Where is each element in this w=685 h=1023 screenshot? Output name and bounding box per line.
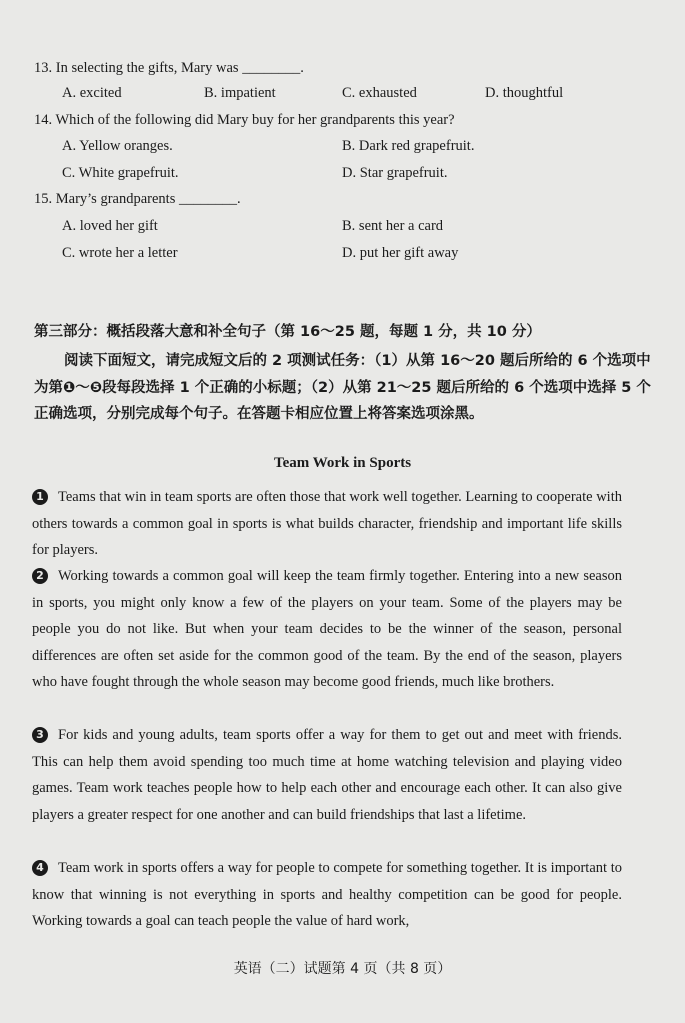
option-14a: A. Yellow oranges. (62, 138, 173, 154)
paragraph-1 (32, 484, 622, 564)
question-stem: Mary’s grandparents ________. (55, 191, 241, 207)
paragraph-2 (32, 563, 622, 696)
question-15 (34, 191, 241, 208)
paragraph-text: Teams that win in team sports are often those that work well together. Learning to cooperate with others towards a common goal in sports is what builds character, friendship and important life skills for players. (32, 489, 622, 558)
question-14 (34, 112, 455, 129)
option-14c: C. White grapefruit. (62, 165, 179, 181)
option-14b: B. Dark red grapefruit. (342, 138, 475, 154)
question-number: 14. (34, 112, 53, 128)
question-stem: Which of the following did Mary buy for her grandparents this year? (55, 112, 455, 128)
option-13c: C. exhausted (342, 85, 417, 101)
question-stem: In selecting the gifts, Mary was ________. (55, 60, 304, 76)
option-13d: D. thoughtful (485, 85, 564, 101)
paragraph-text: Working towards a common goal will keep the team firmly together. Entering into a new season in sports, you might only know a few of the players on your team. Some of the players may be people you do not like. But when your team decides to be the winner of the season, personal differences are often set aside for the common good of the team. By the end of the season, players who have fought through the whole season may become good friends, much like brothers. (32, 568, 622, 690)
section-heading: 第三部分：概括段落大意和补全句子（第 16～25 题，每题 1 分，共 10 分） (34, 324, 541, 340)
paragraph-text: For kids and young adults, team sports offer a way for them to get out and meet with friends. This can help them avoid spending too much time at home watching television and playing video games. Team work teaches people how to help each other and encourage each other. It can also give players a greater respect for one another and can build friendships that last a lifetime. (32, 727, 622, 823)
page-footer: 英语（二）试题第 4 页（共 8 页） (233, 961, 452, 977)
paragraph-marker: 1 (32, 489, 48, 505)
passage-title: Team Work in Sports (273, 455, 412, 471)
paragraph-4 (32, 855, 622, 935)
paragraph-text: Team work in sports offers a way for people to compete for something together. It is important to know that winning is not everything in sports and healthy competition can be good for people. Working towards a goal can teach people the value of hard work, (32, 860, 622, 929)
paragraph-marker: 2 (32, 568, 48, 584)
paragraph-3 (32, 722, 622, 828)
question-13 (34, 60, 304, 77)
option-14d: D. Star grapefruit. (342, 165, 448, 181)
option-15b: B. sent her a card (342, 218, 444, 234)
paragraph-marker: 4 (32, 860, 48, 876)
option-15c: C. wrote her a letter (62, 245, 178, 261)
section-instructions: 阅读下面短文，请完成短文后的 2 项测试任务：（1）从第 16～20 题后所给的 6 个选项中为第❶～❺段每段选择 1 个正确的小标题；（2）从第 21～25 题后所给的 6 个选项中选择 5 个正确选项，分别完成每个句子。在答题卡相应位置上将答案选项涂黑。 (34, 353, 651, 422)
option-13b: B. impatient (204, 85, 276, 101)
option-13a: A. excited (62, 85, 122, 101)
paragraph-marker: 3 (32, 727, 48, 743)
option-15a: A. loved her gift (62, 218, 158, 234)
option-15d: D. put her gift away (342, 245, 459, 261)
question-number: 15. (34, 191, 53, 207)
question-number: 13. (34, 60, 53, 76)
